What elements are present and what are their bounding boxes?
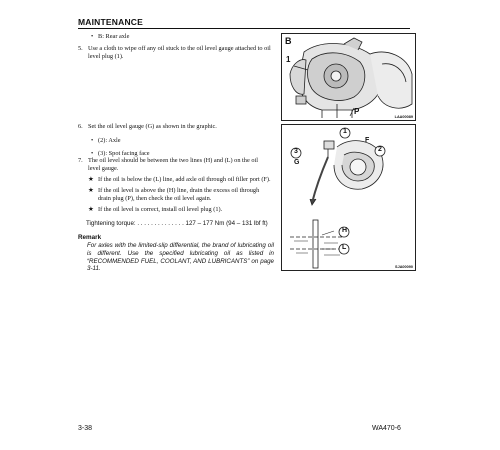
callout-1-bottom: 1	[343, 128, 347, 135]
step-7	[78, 157, 271, 173]
callout-l: L	[342, 244, 347, 251]
step-6	[78, 123, 271, 131]
model-number: WA470-6	[372, 425, 401, 432]
step-6-number: 6.	[78, 123, 83, 130]
remark-block	[78, 234, 274, 273]
step-6-text: Set the oil level gauge (G) as shown in the graphic.	[88, 123, 217, 130]
rear-axle-bullet	[88, 33, 268, 41]
torque-label: Tightening torque: . . . . . . . . . . . . . .	[86, 220, 184, 227]
star-note-below-l: ★ If the oil is below the (L) line, add axle oil through oil filler port (F).	[88, 176, 271, 183]
callout-f: F	[365, 137, 370, 144]
figure-rear-axle	[281, 33, 416, 121]
step-7-number: 7.	[78, 157, 83, 164]
step-5	[78, 45, 271, 61]
rear-axle-drawing	[282, 34, 415, 120]
page-number: 3-38	[78, 425, 93, 432]
callout-1-top: 1	[286, 55, 291, 64]
header-rule	[78, 28, 410, 29]
callout-3: 3	[294, 148, 298, 155]
oil-level-gauge-drawing	[282, 125, 415, 270]
remark-heading: Remark	[78, 234, 102, 241]
star-note-above-h: ★ If the oil level is above the (H) line, drain the excess oil through drain plug (P), then check the oil level again.	[88, 187, 260, 202]
bullet-spot-facing: • (3): Spot facing face	[88, 150, 268, 158]
figure-oil-level-gauge	[281, 124, 416, 271]
tightening-torque	[86, 220, 286, 228]
figure-label-b: B	[285, 36, 292, 46]
callout-g: G	[294, 159, 300, 166]
step-5-number: 5.	[78, 45, 83, 52]
star-note-correct: ★ If the oil level is correct, install oil level plug (1).	[88, 206, 223, 213]
step-7-text: The oil level should be between the two lines (H) and (L) on the oil level gauge.	[88, 157, 258, 172]
torque-value: 127 – 177 Nm (94 – 131 lbf ft)	[185, 220, 268, 227]
figure-id-top: LAA00089	[394, 115, 413, 119]
callout-h: H	[342, 227, 348, 234]
step-5-text: Use a cloth to wipe off any oil stuck to the oil level gauge attached to oil level plug (1).	[88, 45, 271, 60]
star-notes	[88, 176, 271, 214]
remark-text: For axles with the limited-slip differential, the brand of lubricating oil is different. Use the specified lubricating oil as listed in “RECOMMENDED FUEL, COOLANT, AND LUBRICANTS” on page 3-11.	[87, 242, 274, 273]
callout-2: 2	[378, 146, 382, 153]
figure-id-bottom: SJA00090	[395, 265, 413, 269]
callout-p: P	[354, 107, 360, 116]
bullet-rear-axle: • B: Rear axle	[88, 33, 268, 41]
section-title: MAINTENANCE	[78, 17, 144, 27]
bullet-axle: • (2): Axle	[88, 137, 268, 145]
step-6-bullets	[88, 137, 268, 158]
